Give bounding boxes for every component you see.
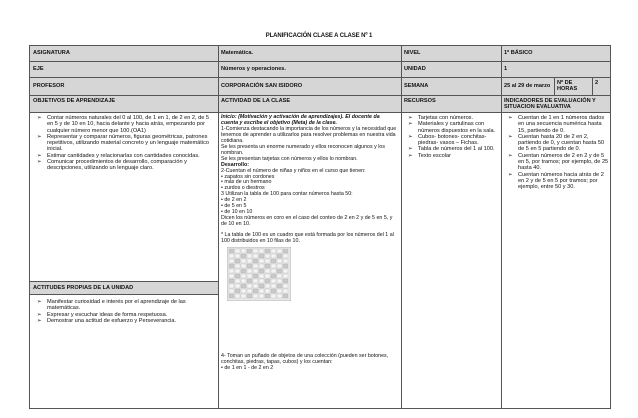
desarrollo-line: • zurdos o diestros [221, 185, 265, 192]
checkmark-arrow-icon: ➢ [408, 121, 413, 128]
row-headers [30, 96, 610, 113]
desarrollo-line: • de 10 en 10 [221, 209, 253, 216]
checkmark-arrow-icon: ➢ [408, 133, 413, 140]
list-item: ➢ Cuentan números de 2 en 2 y de 5 en 5, por tramos; por ejemplo, de 25 hasta 40. [508, 152, 609, 172]
indicadores-list [504, 115, 609, 191]
list-item: ➢ Texto escolar [408, 152, 451, 159]
list-item: ➢ Contar números naturales del 0 al 100, de 1 en 1, de 2 en 2, de 5 en 5 y de 10 en 10, hacia delante y hacia atrás, empezando por cualquier número menor que 100.(OA1) [37, 115, 210, 134]
checkmark-arrow-icon: ➢ [37, 299, 42, 305]
header-actividad: ACTIVIDAD DE LA CLASE [221, 98, 291, 104]
desarrollo-line: • zapatos sin cordones [221, 173, 275, 180]
list-item: ➢ Representar y comparar números, figuras geométricas, patrones repetitivos, utilizando material concreto y un lenguaje matemático inicial. [37, 133, 209, 153]
inicio-heading: Inicio: (Motivación y activación de aprendizajes). El docente da cuenta y escribe el objetivo (Meta) de la clase. [221, 114, 380, 126]
closing-line: 4- Toman un puñado de objetos de una colección (pueden ser botones, conchitas, piedras, tapas, cubos) y los cuentan: [221, 353, 389, 365]
list-item: ➢ Cubos- botones- conchitas- piedras- vasos – Fichas. [408, 133, 487, 147]
checkmark-arrow-icon: ➢ [508, 115, 513, 121]
actitudes-header-row [30, 281, 218, 295]
desarrollo-line: • de 5 en 5 [221, 203, 247, 210]
actitudes-cell [30, 296, 218, 376]
desarrollo-line: • más de un hermano [221, 179, 272, 186]
list-item: ➢ Tarjetas con números. [408, 115, 474, 121]
checkmark-arrow-icon: ➢ [37, 311, 42, 318]
semana-value: 25 al 29 de marzo [504, 83, 551, 89]
list-item: ➢ Tabla de números del 1 al 100. [408, 146, 495, 153]
indicadores-cell [501, 113, 612, 313]
checkmark-arrow-icon: ➢ [508, 152, 513, 159]
actitudes-header: ACTITUDES PROPIAS DE LA UNIDAD [33, 285, 134, 291]
objetivos-list [33, 115, 215, 172]
checkmark-arrow-icon: ➢ [508, 133, 513, 140]
profesor-value: CORPORACIÓN SAN ISIDORO [221, 83, 303, 89]
inicio-line: Se les presenta un enorme numerado y ellos reconocen algunos y los nombran. [221, 143, 386, 156]
header-objetivos: OBJETIVOS DE APRENDIZAJE [33, 98, 116, 104]
header-recursos: RECURSOS [404, 98, 436, 104]
nivel-label: NIVEL [404, 50, 421, 56]
eje-value: Números y operaciones. [221, 66, 286, 72]
asignatura-label: ASIGNATURA [33, 50, 70, 56]
list-item: ➢ Comunicar procedimientos de desarrollo, comparación y descripciones, utilizando un lenguaje claro. [37, 159, 187, 172]
checkmark-arrow-icon: ➢ [37, 152, 42, 159]
profesor-label: PROFESOR [33, 83, 65, 89]
row-eje [30, 62, 610, 78]
list-item: ➢ Materiales y cartulinas con números dispuestos en la sala. [408, 121, 496, 134]
header-indicadores: INDICADORES DE EVALUACIÓN Y SITUACION EVALUATIVA [504, 98, 596, 111]
asignatura-value: Matemática. [221, 50, 254, 56]
desarrollo-line: 2-Cuentan el número de niñas y niños en el curso que tienen: [221, 167, 366, 174]
horas-value: 2 [595, 80, 599, 86]
list-item: ➢ Cuentan hasta 20 de 2 en 2, partiendo de 0, y cuentan hasta 50 de 5 en 5 partiendo de 0. [508, 133, 605, 153]
checkmark-arrow-icon: ➢ [37, 115, 42, 121]
horas-label: Nº DE HORAS [557, 80, 578, 93]
document-title: PLANIFICACIÓN CLASE A CLASE Nº 1 [265, 33, 373, 39]
checkmark-arrow-icon: ➢ [408, 115, 413, 121]
actividad-cell [218, 113, 401, 410]
unidad-label: UNIDAD [404, 66, 426, 72]
actitudes-list [33, 299, 215, 324]
checkmark-arrow-icon: ➢ [37, 159, 42, 166]
nivel-value: 1º BÁSICO [504, 50, 533, 56]
checkmark-arrow-icon: ➢ [408, 146, 413, 153]
objetivos-cell [30, 113, 218, 281]
closing-line: • de 1 en 1 - de 2 en 2 [221, 364, 274, 371]
checkmark-arrow-icon: ➢ [508, 171, 513, 178]
inicio-line: Se les presentan tarjetas con números y ellos lo nombran. [221, 155, 358, 162]
desarrollo-line: • de 2 en 2 [221, 197, 247, 204]
eje-label: EJE [33, 66, 44, 72]
recursos-list [404, 115, 498, 159]
desarrollo-line: Dicen los números en coro en el caso del conteo de 2 en 2 y de 5 en 5, y de 10 en 10. [221, 215, 393, 228]
table-body [30, 113, 610, 408]
list-item: ➢ Expresar y escuchar ideas de forma respetuosa. [37, 311, 168, 318]
row-profesor [30, 78, 610, 96]
desarrollo-line: * La tabla de 100 es un cuadro que está formada por los números del 1 al 100 distribuidos en 10 filas de 10. [221, 232, 394, 245]
desarrollo-heading: Desarrollo: [221, 161, 249, 168]
planning-table [29, 45, 611, 409]
checkmark-arrow-icon: ➢ [37, 317, 42, 324]
row-asignatura [30, 46, 610, 62]
semana-label: SEMANA [404, 83, 429, 89]
desarrollo-line: 3 Utilizan la tabla de 100 para contar números hasta 50: [221, 191, 353, 198]
recursos-cell [401, 113, 501, 313]
inicio-line: 1-Comienza destacando la importancia de los números y la necesidad que tenemos de aprender a utilizarlos para resolver problemas en nuestra vida cotidiana. [221, 125, 397, 144]
list-item: ➢ Cuentan de 1 en 1 números dados en una secuencia numérica hasta 15, partiendo de 0. [508, 115, 605, 134]
list-item: ➢ Manifestar curiosidad e interés por el aprendizaje de las matemáticas. [37, 299, 186, 312]
list-item: ➢ Cuentan números hacia atrás de 2 en 2 y de 5 en 5 por tramos; por ejemplo, entre 50 y 30. [508, 171, 604, 191]
list-item: ➢ Estimar cantidades y relacionarlas con cantidades conocidas. [37, 152, 200, 159]
hundred-chart-image [227, 247, 291, 301]
unidad-value: 1 [504, 66, 508, 72]
checkmark-arrow-icon: ➢ [408, 152, 413, 159]
checkmark-arrow-icon: ➢ [37, 133, 42, 140]
list-item: ➢ Demostrar una actitud de esfuerzo y Perseverancia. [37, 317, 177, 324]
